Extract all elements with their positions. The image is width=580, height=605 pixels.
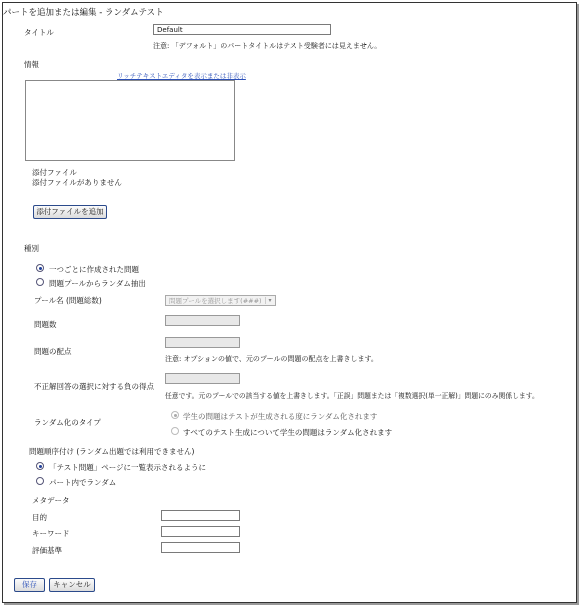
type-option-individual: 一つごとに作成された問題 <box>49 265 139 274</box>
randomization-option-all: すべてのテスト生成について学生の問題はランダム化されます <box>183 428 393 437</box>
ordering-label: 問題順序付け (ランダム出題では利用できません) <box>29 447 195 456</box>
title-note: 注意: 「デフォルト」のパートタイトルはテスト受験者には見えません。 <box>153 42 382 50</box>
type-radio-pool[interactable] <box>36 278 44 286</box>
type-radio-individual[interactable] <box>36 264 44 272</box>
negative-points-input[interactable] <box>165 373 240 384</box>
page-title: パートを追加または編集 - ランダムテスト <box>3 8 164 18</box>
metadata-objective-label: 目的 <box>32 513 47 522</box>
points-label: 問題の配点 <box>34 347 72 356</box>
title-input[interactable]: Default <box>153 24 331 35</box>
randomization-radio-all[interactable] <box>171 427 179 435</box>
attachments-label: 添付ファイル <box>32 168 77 177</box>
chevron-down-icon: ▾ <box>265 297 274 304</box>
info-label: 情報 <box>24 60 39 69</box>
ordering-radio-list[interactable] <box>36 462 44 470</box>
question-count-input[interactable] <box>165 315 240 326</box>
randomization-radio-each[interactable] <box>171 411 179 419</box>
pool-select-placeholder: 問題プールを選択します(###) <box>169 297 262 305</box>
metadata-rubric-label: 評価基準 <box>32 546 62 555</box>
save-button[interactable]: 保存 <box>14 578 45 592</box>
cancel-button[interactable]: キャンセル <box>49 578 95 592</box>
question-count-label: 問題数 <box>34 320 57 329</box>
attachments-empty-text: 添付ファイルがありません <box>32 178 122 187</box>
title-label: タイトル <box>24 28 54 37</box>
metadata-objective-input[interactable] <box>161 510 240 521</box>
negative-points-note: 任意です。元のプールでの該当する値を上書きします。「正誤」問題または「複数選択(単一正解)」問題にのみ関係します。 <box>165 392 539 400</box>
add-attachment-button[interactable]: 添付ファイルを追加 <box>33 205 107 219</box>
randomization-option-each: 学生の問題はテストが生成される度にランダム化されます <box>183 412 378 421</box>
pool-name-label: プール名 (問題総数) <box>34 296 102 305</box>
metadata-rubric-input[interactable] <box>161 542 240 553</box>
ordering-radio-random[interactable] <box>36 477 44 485</box>
points-note: 注意: オプションの値で、元のプールの問題の配点を上書きします。 <box>165 355 378 363</box>
metadata-keyword-label: キーワード <box>32 529 70 538</box>
type-option-pool: 問題プールからランダム抽出 <box>49 279 146 288</box>
negative-points-label: 不正解回答の選択に対する負の得点 <box>34 382 154 391</box>
pool-select[interactable] <box>165 295 276 306</box>
rich-text-toggle-link[interactable]: リッチテキストエディタを表示または非表示 <box>117 72 246 80</box>
ordering-option-random: パート内でランダム <box>49 478 117 487</box>
randomization-label: ランダム化のタイプ <box>34 418 101 427</box>
ordering-option-list: 「テスト問題」ページに一覧表示されるように <box>49 463 207 472</box>
info-textarea[interactable] <box>25 80 235 161</box>
type-label: 種別 <box>24 244 39 253</box>
metadata-keyword-input[interactable] <box>161 526 240 537</box>
metadata-label: メタデータ <box>32 496 70 505</box>
points-input[interactable] <box>165 337 240 348</box>
